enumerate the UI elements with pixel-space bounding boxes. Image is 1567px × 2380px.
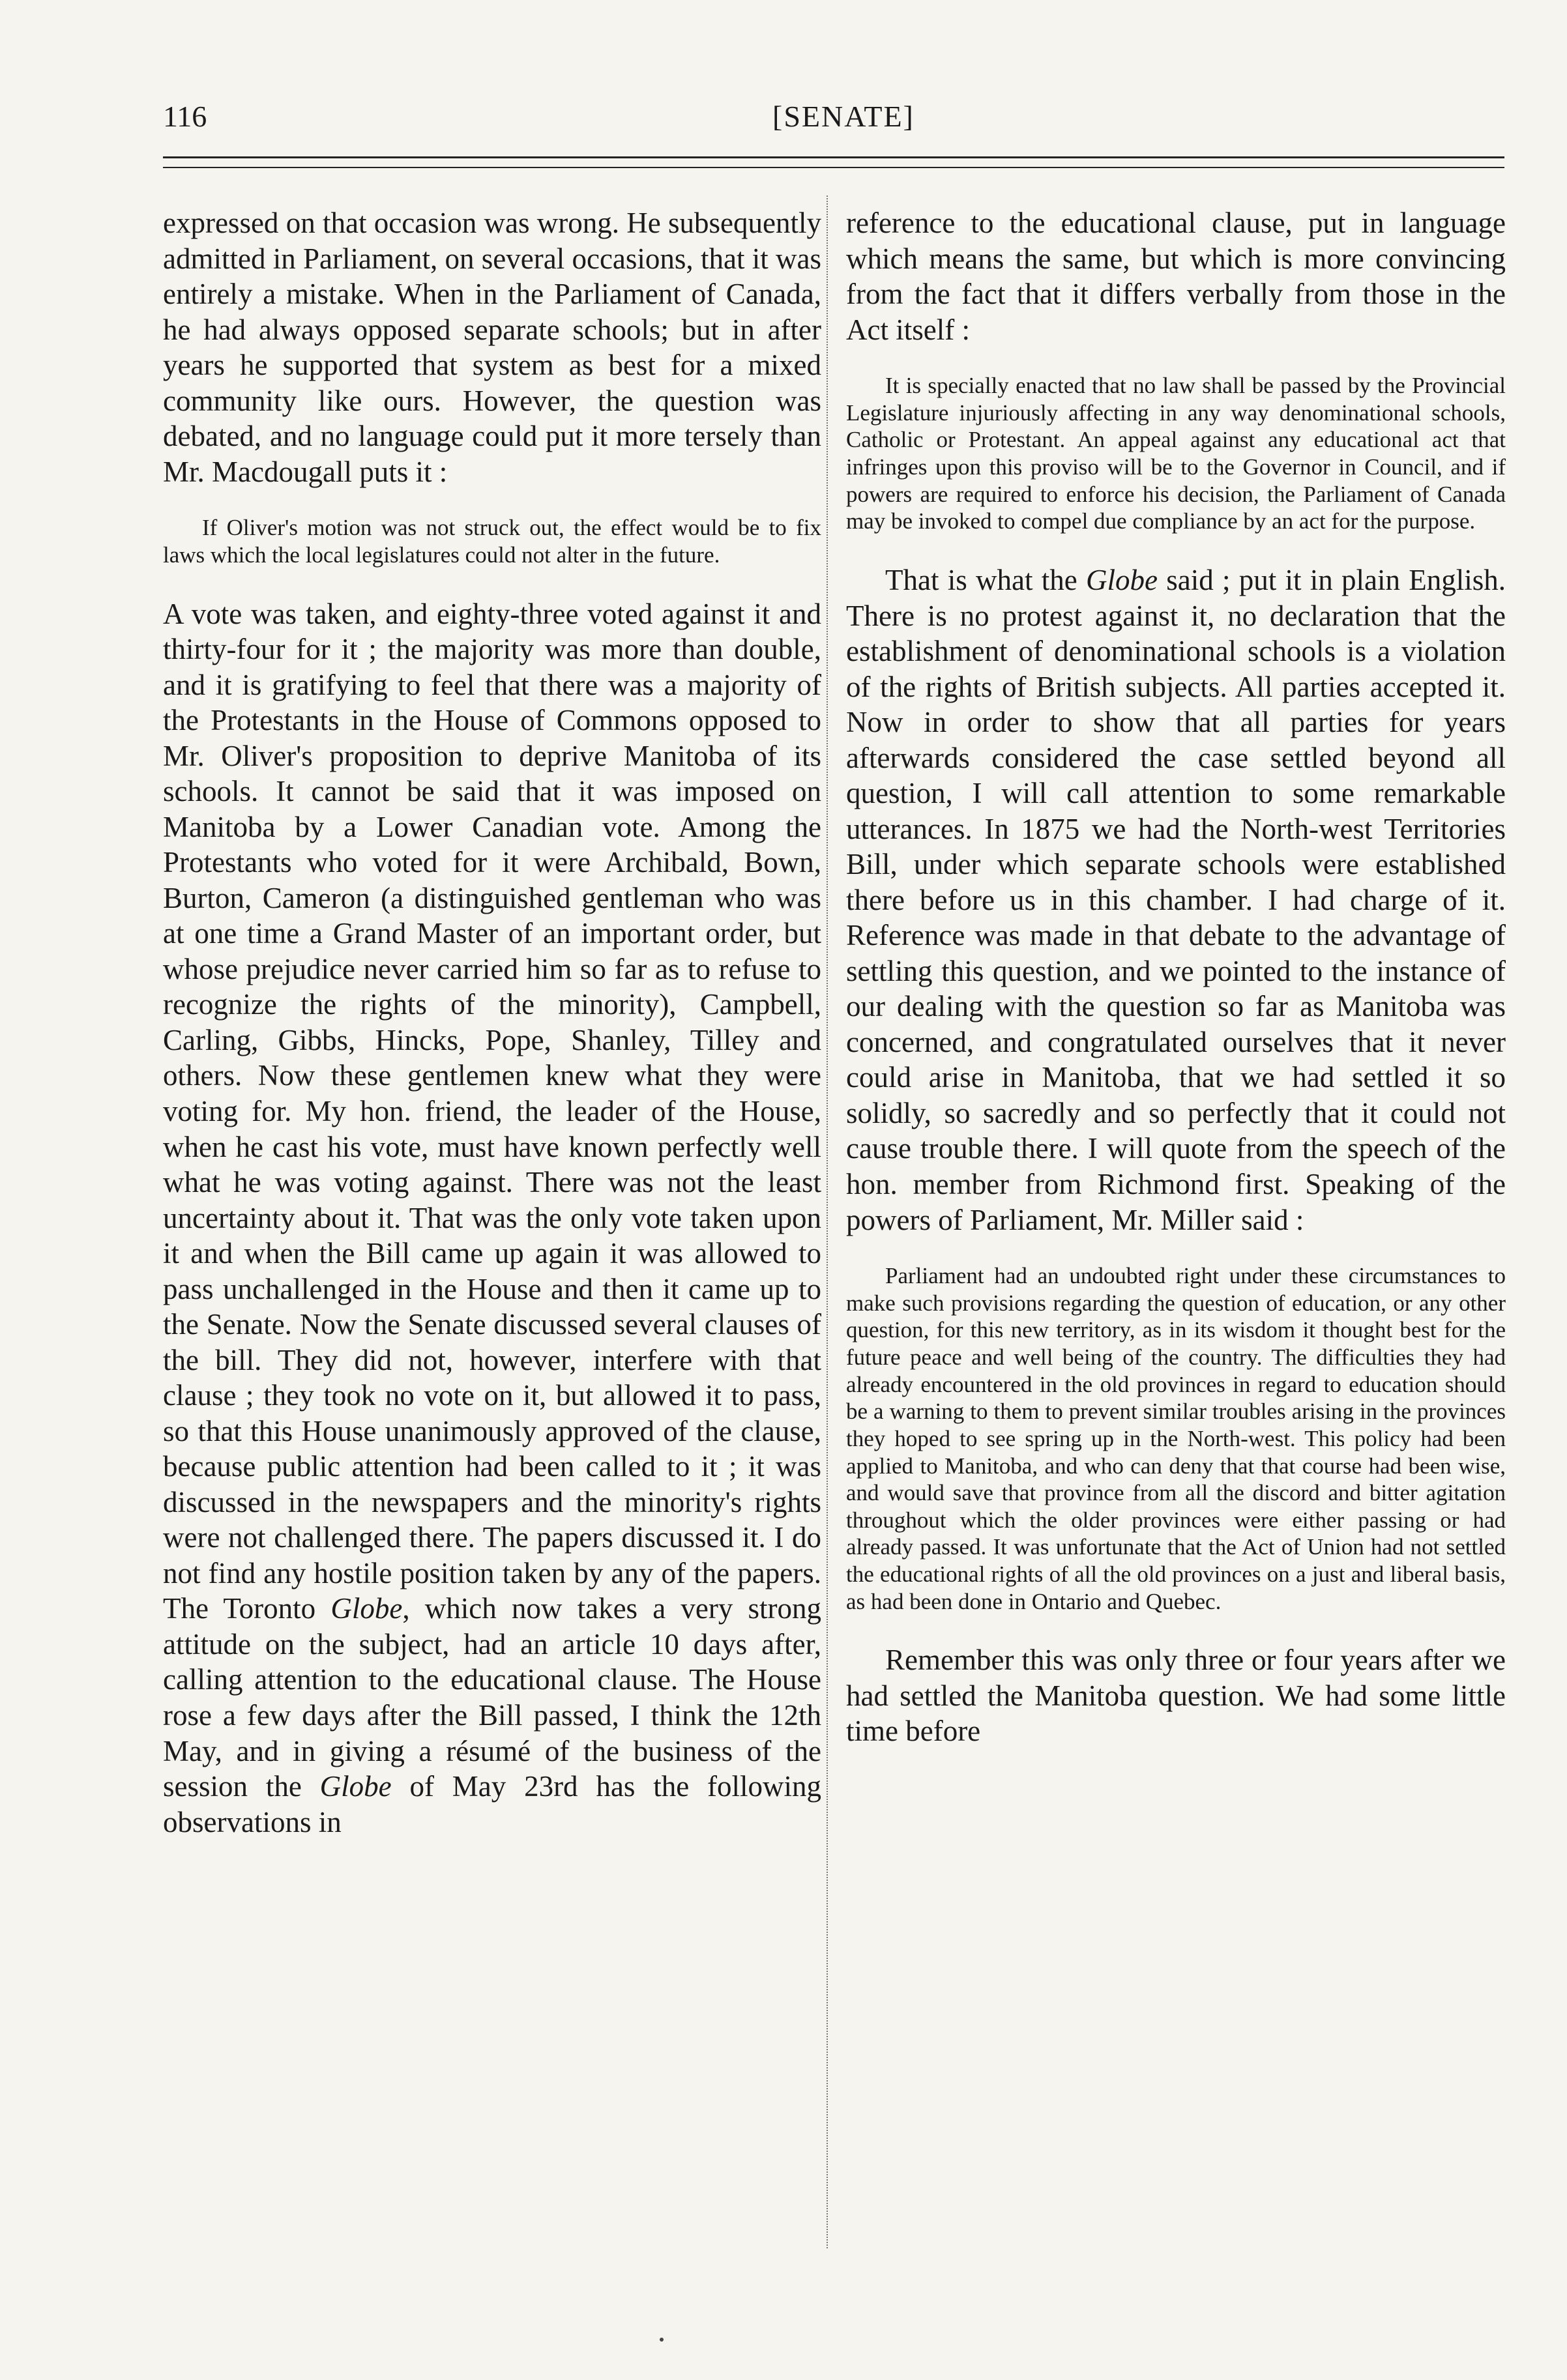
globe-italic: Globe (319, 1770, 392, 1803)
header-rule-thick (163, 156, 1504, 158)
section-title: [SENATE] (772, 100, 915, 133)
header-rule-thin (163, 167, 1504, 168)
right-quote-1: It is specially enacted that no law shall be passed by the Provincial Legislature injuriously affecting in any way denominational schools, Catholic or Protestant. An appeal against any educational act that infringes upon this proviso will be to the Governor in Council, and if powers are required to enforce his decision, the Parliament of Canada may be invoked to compel due compliance by an act for the purpose. (846, 373, 1506, 534)
right-paragraph-2-part-b: said ; put it in plain English. There is no protest against it, no declaration that the establishment of denominational schools is a violation of the rights of British subjects. All parties accepted it. Now in order to show that all parties for years afterwards considered the case settled beyond all question, I will call attention to some remarkable utterances. In 1875 we had the North-west Territories Bill, under which separate schools were established there before us in this chamber. I had charge of it. Reference was made in that debate to the advantage of settling this question, and we pointed to the instance of our dealing with the question so far as Manitoba was concerned, and congratulated ourselves that it never could arise in Manitoba, that we had settled it so solidly, so sacredly and so perfectly that it could not cause trouble there. I will quote from the speech of the hon. member from Richmond first. Speaking of the powers of Parliament, Mr. Miller said : (846, 563, 1506, 1236)
left-quote-1: If Oliver's motion was not struck out, the effect would be to fix laws which the local legislatures could not alter in the future. (163, 515, 821, 568)
left-paragraph-2 (163, 596, 821, 1840)
right-quote-2: Parliament had an undoubted right under these circumstances to make such provisions regarding the question of education, or any other question, for this new territory, as in its wisdom it thought best for the future peace and well being of the country. The difficulties they had already encountered in the old provinces in regard to education should be a warning to them to prevent similar troubles arising in the provinces they hoped to see spring up in the North-west. This policy had been applied to Manitoba, and who can deny that that course had been wise, and would save that province from all the discord and bitter agitation throughout which the older provinces were either passing or had already passed. It was unfortunate that the Act of Union had not settled the educational rights of all the old provinces on a just and liberal basis, as had been done in Ontario and Quebec. (846, 1263, 1506, 1614)
column-divider (827, 196, 828, 2248)
left-column (163, 205, 821, 1840)
right-column (846, 205, 1506, 1749)
left-paragraph-2-part-c: of May 23rd has the following observations in (163, 1770, 821, 1838)
page-number: 116 (163, 100, 207, 133)
right-paragraph-2 (846, 562, 1506, 1238)
left-paragraph-2-part-b: , which now takes a very strong attitude on the subject, had an article 10 days after, calling attention to the educational clause. The House rose a few days after the Bill passed, I think the 12th May, and in giving a résumé of the business of the session the (163, 1592, 822, 1803)
print-speck (660, 2338, 664, 2342)
page-header (163, 91, 1504, 143)
right-paragraph-2-part-a: That is what the (885, 563, 1086, 596)
globe-italic: Globe (1085, 563, 1158, 596)
left-paragraph-2-part-a: A vote was taken, and eighty-three voted against it and thirty-four for it ; the majority was more than double, and it is gratifying to feel that there was a majority of the Protestants in the House of Commons opposed to Mr. Oliver's proposition to deprive Manitoba of its schools. It cannot be said that it was imposed on Manitoba by a Lower Canadian vote. Among the Protestants who voted for it were Archibald, Bown, Burton, Cameron (a distinguished gentleman who was at one time a Grand Master of an important order, but whose prejudice never carried him so far as to refuse to recognize the rights of the minority), Campbell, Carling, Gibbs, Hincks, Pope, Shanley, Tilley and others. Now these gentlemen knew what they were voting for. My hon. friend, the leader of the House, when he cast his vote, must have known perfectly well what he was voting against. There was not the least uncertainty about it. That was the only vote taken upon it and when the Bill came up again it was allowed to pass unchallenged in the House and then it came up to the Senate. Now the Senate discussed several clauses of the bill. They did not, however, interfere with that clause ; they took no vote on it, but allowed it to pass, so that this House unanimously approved of the clause, because public attention had been called to it ; it was discussed in the newspapers and the minority's rights were not challenged there. The papers discussed it. I do not find any hostile position taken by any of the papers. The Toronto (163, 597, 821, 1625)
right-paragraph-3: Remember this was only three or four years after we had settled the Manitoba question. We had some little time before (846, 1644, 1506, 1748)
globe-italic: Globe (330, 1592, 403, 1625)
right-paragraph-1: reference to the educational clause, put in language which means the same, but which is more convincing from the fact that it differs verbally from those in the Act itself : (846, 207, 1506, 346)
left-paragraph-1: expressed on that occasion was wrong. He subsequently admitted in Parliament, on several occasions, that it was entirely a mistake. When in the Parliament of Canada, he had always opposed separate schools; but in after years he supported that system as best for a mixed community like ours. However, the question was debated, and no language could put it more tersely than Mr. Macdougall puts it : (163, 207, 821, 488)
